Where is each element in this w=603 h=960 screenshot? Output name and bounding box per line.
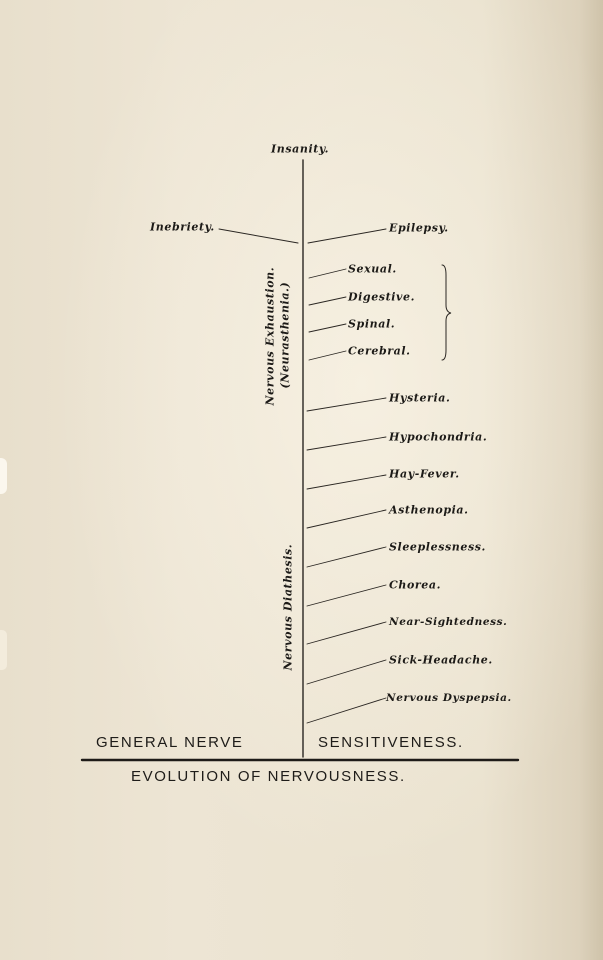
inebriety-line — [219, 229, 298, 243]
bracket — [442, 265, 451, 360]
digestive-line — [309, 297, 346, 305]
spinal-label: Spinal. — [348, 317, 396, 331]
nervous-dyspepsia-line — [307, 698, 386, 723]
hay-fever-label: Hay-Fever. — [389, 467, 460, 481]
near-sightedness-label: Near-Sightedness. — [389, 616, 508, 628]
figure-caption: EVOLUTION OF NERVOUSNESS. — [131, 768, 406, 785]
asthenopia-line — [307, 510, 386, 528]
inebriety-label: Inebriety. — [150, 220, 215, 234]
sick-headache-label: Sick-Headache. — [389, 653, 493, 667]
near-sightedness-line — [307, 622, 386, 644]
sexual-label: Sexual. — [348, 262, 397, 276]
chorea-label: Chorea. — [389, 578, 442, 592]
insanity-label: Insanity. — [271, 142, 330, 156]
digestive-label: Digestive. — [348, 290, 416, 304]
cerebral-line — [309, 351, 346, 360]
hypochondria-line — [307, 437, 386, 450]
hypochondria-label: Hypochondria. — [389, 430, 488, 444]
nervous-diathesis-label: Nervous Diathesis. — [281, 543, 295, 671]
chorea-line — [307, 585, 386, 606]
nervous-exhaustion-label: Nervous Exhaustion. — [263, 266, 277, 406]
asthenopia-label: Asthenopia. — [389, 503, 469, 517]
epilepsy-line — [308, 229, 386, 243]
cerebral-label: Cerebral. — [348, 344, 411, 358]
base-right-label: SENSITIVENESS. — [318, 734, 464, 751]
hysteria-line — [307, 398, 386, 411]
hysteria-label: Hysteria. — [389, 391, 451, 405]
nervous-dyspepsia-label: Nervous Dyspepsia. — [386, 692, 512, 704]
epilepsy-label: Epilepsy. — [389, 221, 449, 235]
hay-fever-line — [307, 475, 386, 489]
sleeplessness-line — [307, 547, 386, 567]
sick-headache-line — [307, 660, 386, 684]
sexual-line — [309, 269, 346, 278]
sleeplessness-label: Sleeplessness. — [389, 540, 486, 554]
neurasthenia-label: (Neurasthenia.) — [278, 281, 292, 389]
base-left-label: GENERAL NERVE — [96, 734, 244, 751]
spinal-line — [309, 324, 346, 332]
